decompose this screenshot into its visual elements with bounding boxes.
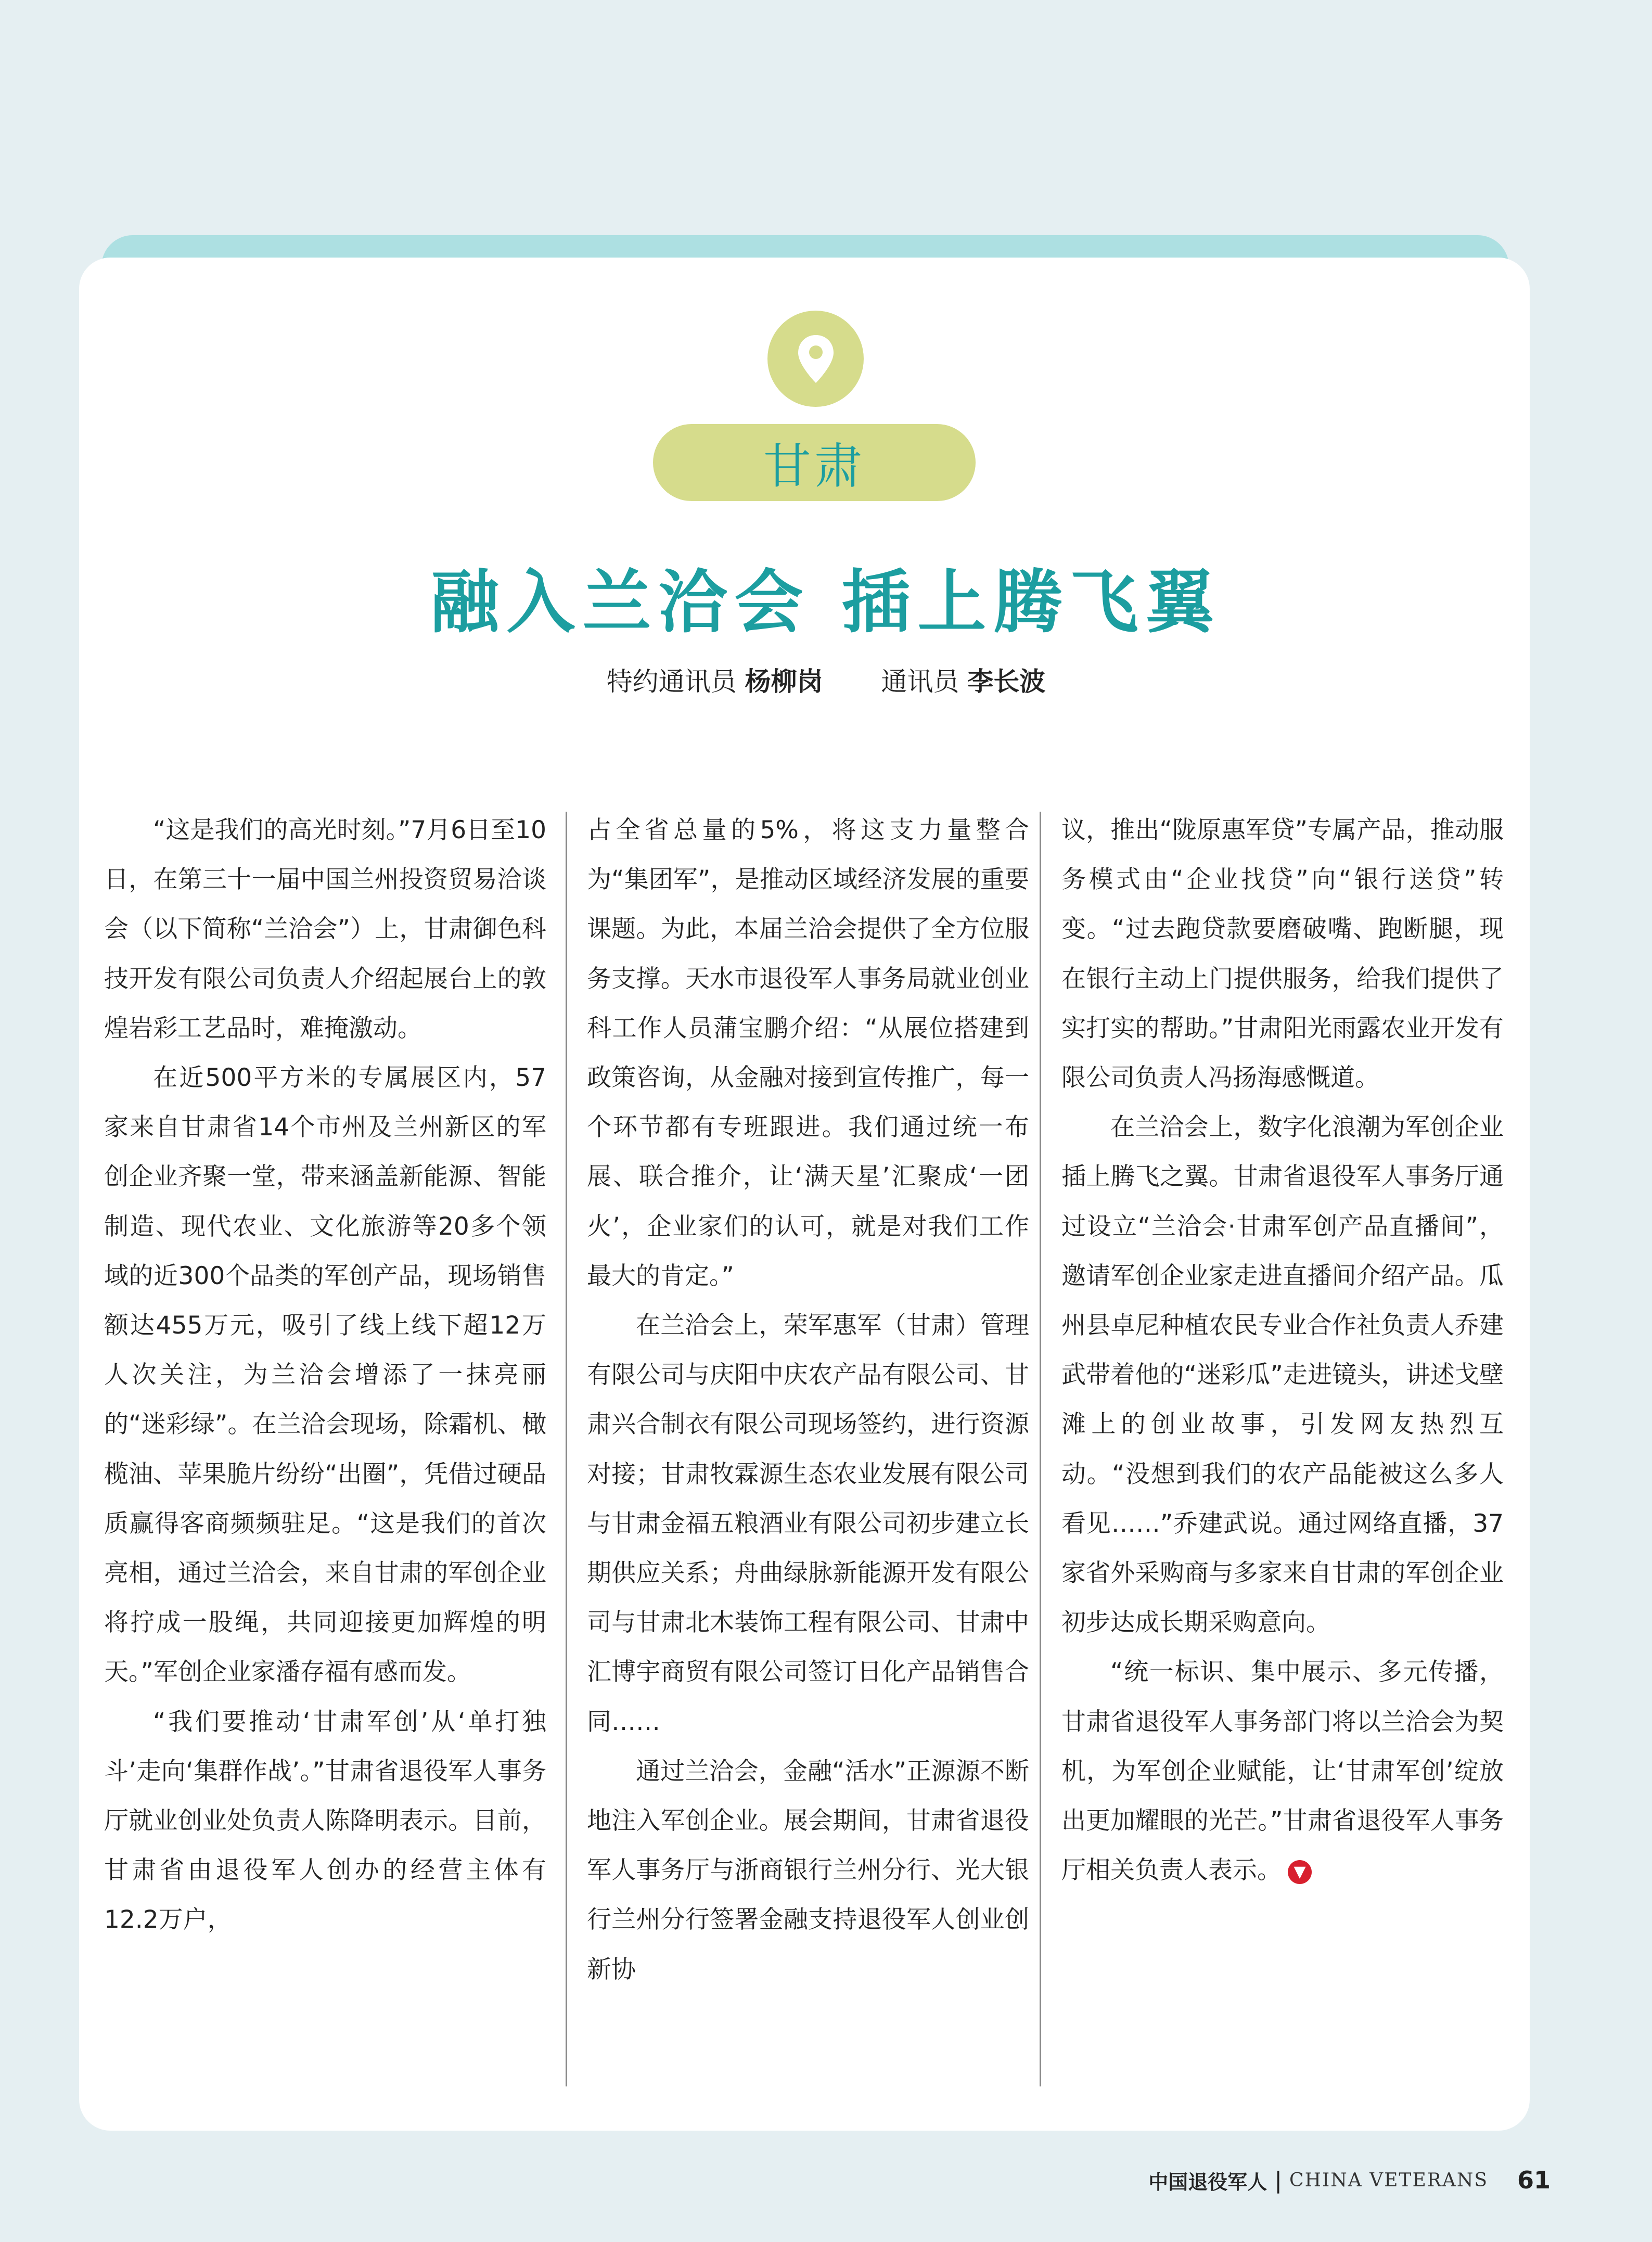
paragraph: 议，推出“陇原惠军贷”专属产品，推动服务模式由“企业找贷”向“银行送贷”转变。“过去跑贷款要磨破嘴、跑断腿，现在银行主动上门提供服务，给我们提供了实打实的帮助。”甘肃阳光雨露农业开发有限公司负责人冯扬海感慨道。	[1061, 816, 1504, 1093]
paragraph: “统一标识、集中展示、多元传播，甘肃省退役军人事务部门将以兰洽会为契机，为军创企业赋能，让‘甘肃军创’绽放出更加耀眼的光芒。”甘肃省退役军人事务厅相关负责人表示。	[1061, 1658, 1504, 1885]
end-mark-icon: ▼	[1288, 1860, 1312, 1884]
location-pin-icon	[796, 333, 836, 385]
paragraph: 在兰洽会上，荣军惠军（甘肃）管理有限公司与庆阳中庆农产品有限公司、甘肃兴合制衣有限公司现场签约，进行资源对接；甘肃牧霖源生态农业发展有限公司与甘肃金福五粮酒业有限公司初步建立长期供应关系；舟曲绿脉新能源开发有限公司与甘肃北木装饰工程有限公司、甘肃中汇博宇商贸有限公司签订日化产品销售合同……	[587, 1311, 1029, 1736]
byline-role-1: 特约通讯员	[606, 667, 737, 697]
column-divider	[566, 812, 567, 2086]
byline-author-2: 李长波	[967, 667, 1046, 697]
paragraph: 在近500平方米的专属展区内，57家来自甘肃省14个市州及兰州新区的军创企业齐聚一堂，带来涵盖新能源、智能制造、现代农业、文化旅游等20多个领域的近300个品类的军创产品，现场销售额达455万元，吸引了线上线下超12万人次关注，为兰洽会增添了一抹亮丽的“迷彩绿”。在兰洽会现场，除霜机、橄榄油、苹果脆片纷纷“出圈”，凭借过硬品质赢得客商频频驻足。“这是我们的首次亮相，通过兰洽会，来自甘肃的军创企业将拧成一股绳，共同迎接更加辉煌的明天。”军创企业家潘存福有感而发。	[104, 1064, 546, 1687]
article-column-1	[104, 805, 546, 1945]
byline-author-1: 杨柳岗	[745, 667, 823, 697]
region-label: 甘肃	[653, 424, 976, 501]
article-title: 融入兰洽会 插上腾飞翼	[430, 562, 1222, 643]
paragraph: 占全省总量的5%，将这支力量整合为“集团军”，是推动区域经济发展的重要课题。为此，本届兰洽会提供了全方位服务支撑。天水市退役军人事务局就业创业科工作人员蒲宝鹏介绍：“从展位搭建到政策咨询，从金融对接到宣传推广，每一个环节都有专班跟进。我们通过统一布展、联合推介，让‘满天星’汇聚成‘一团火’，企业家们的认可，就是对我们工作最大的肯定。”	[587, 816, 1029, 1290]
paragraph: “我们要推动‘甘肃军创’从‘单打独斗’走向‘集群作战’。”甘肃省退役军人事务厅就业创业处负责人陈降明表示。目前，甘肃省由退役军人创办的经营主体有12.2万户，	[104, 1707, 546, 1934]
paragraph: 通过兰洽会，金融“活水”正源源不断地注入军创企业。展会期间，甘肃省退役军人事务厅与浙商银行兰州分行、光大银行兰州分行签署金融支持退役军人创业创新协	[587, 1757, 1029, 1984]
magazine-name: 中国退役军人	[1148, 2170, 1267, 2194]
column-divider	[1040, 812, 1041, 2086]
byline-role-2: 通讯员	[881, 667, 959, 697]
location-pin-badge	[767, 311, 864, 407]
footer-separator: |	[1274, 2167, 1283, 2194]
paragraph: 在兰洽会上，数字化浪潮为军创企业插上腾飞之翼。甘肃省退役军人事务厅通过设立“兰洽会·甘肃军创产品直播间”，邀请军创企业家走进直播间介绍产品。瓜州县卓尼种植农民专业合作社负责人乔建武带着他的“迷彩瓜”走进镜头，讲述戈壁滩上的创业故事，引发网友热烈互动。“没想到我们的农产品能被这么多人看见……”乔建武说。通过网络直播，37家省外采购商与多家来自甘肃的军创企业初步达成长期采购意向。	[1061, 1113, 1504, 1637]
page-footer	[1148, 2159, 1551, 2201]
article-column-3	[1061, 805, 1504, 1895]
byline	[0, 663, 1652, 700]
paragraph: “这是我们的高光时刻。”7月6日至10日，在第三十一届中国兰州投资贸易洽谈会（以下简称“兰洽会”）上，甘肃御色科技开发有限公司负责人介绍起展台上的敦煌岩彩工艺品时，难掩激动。	[104, 816, 546, 1043]
page-number: 61	[1517, 2166, 1551, 2194]
article-column-2	[587, 805, 1029, 1994]
magazine-english-name: CHINA VETERANS	[1289, 2169, 1488, 2191]
